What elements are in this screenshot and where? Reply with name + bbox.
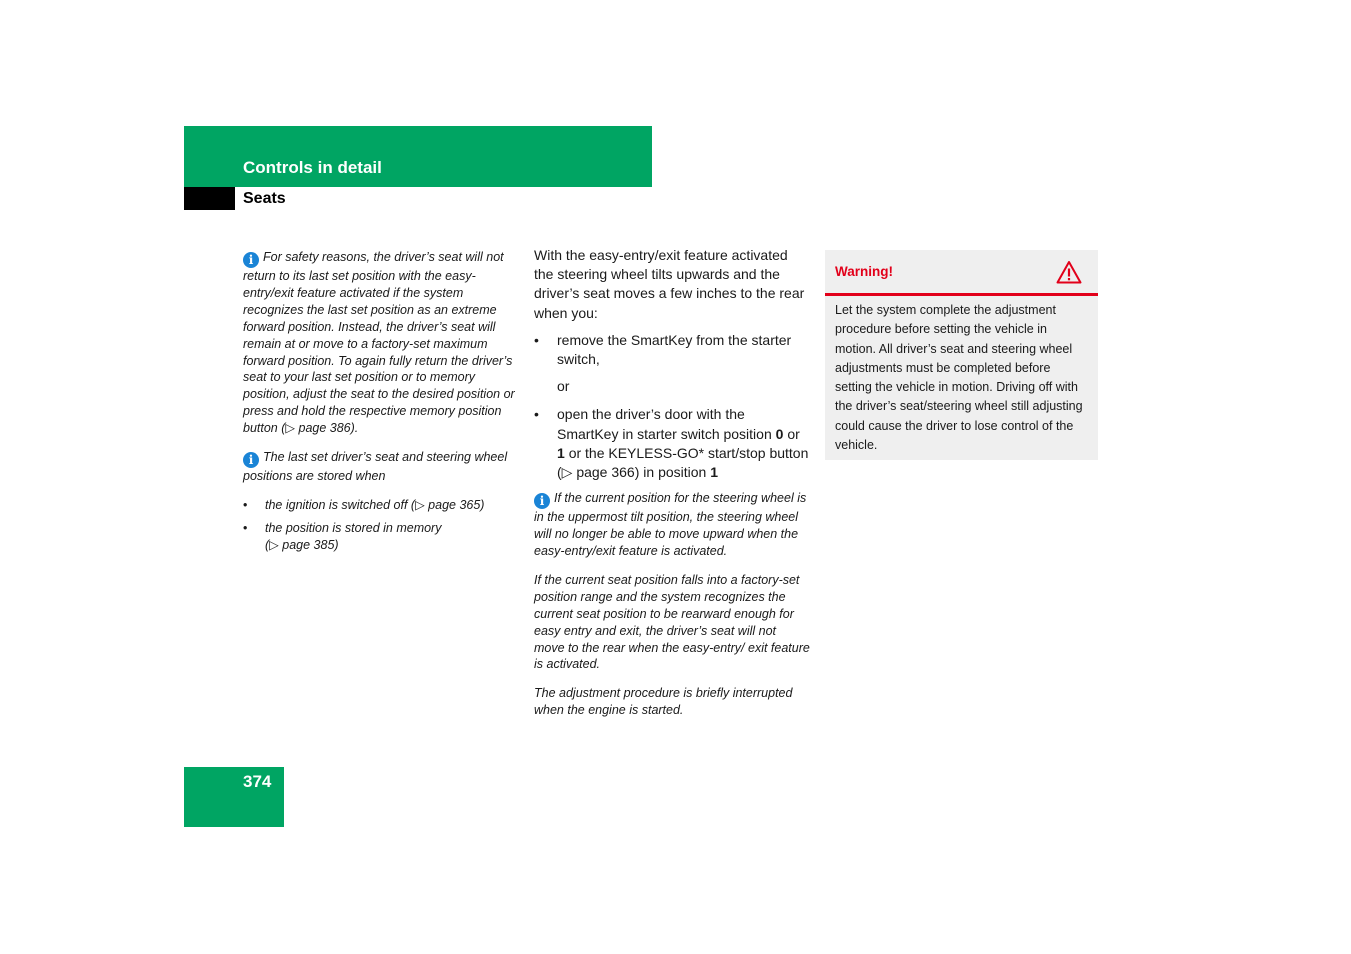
switch-position-value: 1 <box>557 444 565 461</box>
info-note-memory <box>243 449 518 485</box>
list-item-text: the ignition is switched off ( <box>265 497 416 512</box>
warning-text: Let the system complete the adjustment procedure before setting the vehicle in motion. All driver’s seat and steering wheel adjustments must be completed before setting the vehicle in motion. Driving off with the driver’s seat/steering wheel still adjusting could cause the driver to lose control of the vehicle. <box>835 303 1083 453</box>
subsection-title: Seats <box>243 190 286 207</box>
middle-column <box>534 246 810 731</box>
stored-conditions-list <box>243 497 518 554</box>
list-item-text: the position is stored in memory <box>265 520 442 535</box>
list-item-text: or the KEYLESS-GO* start/stop button ( <box>557 444 809 481</box>
list-item: • the position is stored in memory (▷ page 385) <box>243 520 518 554</box>
switch-position-value: 1 <box>710 464 719 481</box>
info-note-text: The last set driver’s seat and steering wheel positions are stored when <box>243 450 508 484</box>
warning-triangle-icon <box>1056 260 1082 284</box>
info-note-text: For safety reasons, the driver’s seat will not return to its last set position with the easy-entry/exit feature activated if the system recognizes the last set position as an extreme forward position. Instead, the driver’s seat will remain at or move to a factory-set maximum forward position. To again fully return the driver’s seat to your last set position or to memory position, adjust the seat to the desired position or press and hold the respective memory position button <box>243 250 515 436</box>
page-number: 374 <box>243 772 272 791</box>
info-icon: i <box>243 252 259 268</box>
list-item <box>243 497 518 514</box>
info-icon: i <box>243 452 259 468</box>
left-column <box>243 249 518 560</box>
info-icon: i <box>534 493 550 509</box>
list-item-text: open the driver’s door with the SmartKey in starter switch position <box>557 406 772 442</box>
activation-conditions-list-2 <box>534 405 810 482</box>
section-tab-marker <box>184 187 235 210</box>
page-reference-link[interactable]: ▷ page 386). <box>285 421 358 435</box>
page-reference-link[interactable]: ▷ page 365) <box>415 498 484 512</box>
switch-position-value: 0 <box>775 425 784 442</box>
list-item: • remove the SmartKey from the starter switch, <box>534 331 810 369</box>
activation-conditions-list <box>534 331 810 369</box>
list-item-text: in position <box>643 464 707 481</box>
list-item <box>534 405 810 482</box>
warning-box <box>825 250 1098 460</box>
intro-paragraph: With the easy-entry/exit feature activated the steering wheel tilts upwards and the driver’s seat moves a few inches to the rear when you: <box>534 247 805 321</box>
info-note-text: If the current position for the steering wheel is in the uppermost tilt position, the steering wheel will no longer be able to move upward when the easy-entry/exit feature is activated. <box>534 491 807 559</box>
info-note-steering <box>534 490 810 560</box>
info-note-safety: i For safety reasons, the driver’s seat will not return to its last set position with the easy-entry/exit feature activated if the system recognizes the last set position as an extreme forward position. Instead, the driver’s seat will remain at or move to a factory-set maximum forward position. To again fully return the driver’s seat to your last set position or to memory position, adjust the seat to the desired position or press and hold the respective memory position button (▷ page 386). <box>243 249 518 437</box>
warning-header <box>825 250 1098 296</box>
list-item-text: or <box>787 425 800 442</box>
page-reference-link[interactable]: ▷ page 385) <box>269 538 338 552</box>
warning-title: Warning! <box>835 264 893 279</box>
section-title: Controls in detail <box>243 158 382 177</box>
page-reference-link[interactable]: ▷ page 366) <box>562 464 640 480</box>
note-seat-range: If the current seat position falls into a factory-set position range and the system recognizes the current seat position to be rearward enough for easy entry and exit, the driver’s seat will not move to the rear when the easy-entry/ exit feature is activated. <box>534 572 810 672</box>
or-separator: or <box>557 378 570 395</box>
note-engine-start: The adjustment procedure is briefly interrupted when the engine is started. <box>534 686 793 718</box>
